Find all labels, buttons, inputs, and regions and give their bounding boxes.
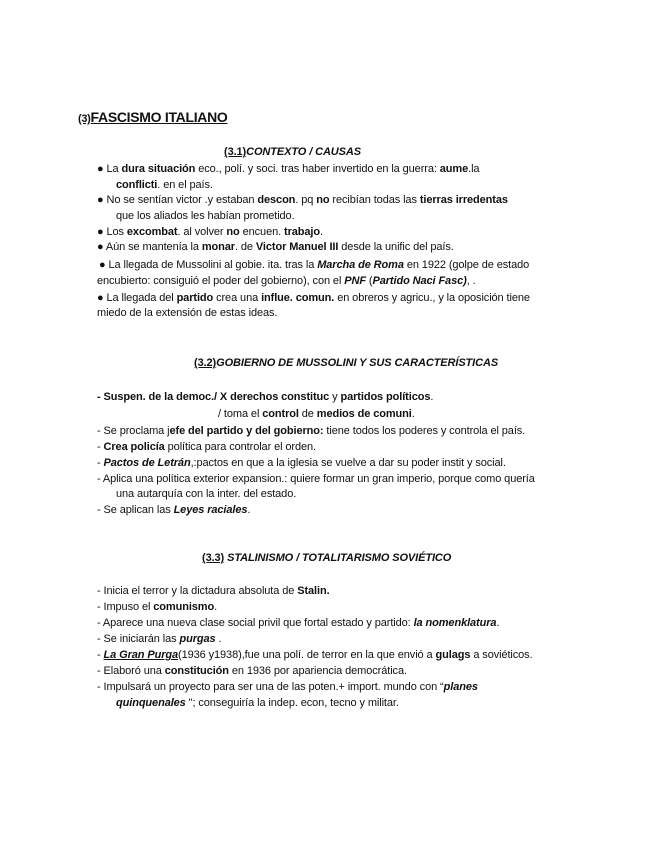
dash-line — [97, 584, 330, 598]
bullet-line — [99, 258, 529, 272]
bullet-line — [97, 291, 530, 305]
text-run: - — [97, 441, 104, 453]
main-title — [78, 110, 228, 126]
dash-line — [97, 440, 316, 454]
text-run: de — [298, 408, 317, 420]
text-run: ( — [365, 275, 373, 287]
text-run: tierras irredentas — [419, 194, 508, 206]
dash-line-cont: una autarquía con la inter. del estado. — [116, 488, 297, 500]
title-text: FASCISMO ITALIANO — [90, 109, 228, 125]
title-number: (3) — [78, 113, 91, 125]
text-run: purgas — [179, 633, 216, 645]
dash-line — [97, 680, 478, 694]
text-run: gulags — [435, 649, 471, 661]
text-run: efe del partido y del gobierno: — [169, 425, 324, 437]
text-run: . — [247, 504, 251, 516]
dash-line — [97, 503, 250, 517]
text-run: a soviéticos. — [470, 649, 533, 661]
text-run: . — [214, 601, 218, 613]
section-title: STALINISMO / TOTALITARISMO SOVIÉTICO — [227, 552, 452, 564]
text-run: descon — [257, 194, 296, 206]
text-run: . al volver — [177, 226, 227, 238]
text-run: "; conseguiría la indep. econ, tecno y militar. — [185, 697, 399, 709]
dash-line — [97, 616, 499, 630]
bullet-line — [97, 225, 323, 239]
text-run: PNF — [344, 275, 366, 287]
text-run: - — [97, 457, 104, 469]
text-run: excombat — [126, 226, 178, 238]
text-run: ● La llegada de Mussolini al gobie. ita. tras la — [99, 259, 318, 271]
text-run: , . — [466, 275, 476, 287]
text-run: - Suspen. de la democ./ X derechos constituc — [97, 391, 330, 403]
bullet-line — [97, 193, 508, 207]
text-run: Leyes raciales — [173, 504, 248, 516]
text-run: aume — [439, 163, 469, 175]
text-run: comunismo — [153, 601, 215, 613]
text-run: en 1936 por apariencia democrática. — [228, 665, 407, 677]
bullet-line-cont: que los aliados les habían prometido. — [116, 210, 295, 222]
text-run: - Se iniciarán las — [97, 633, 180, 645]
dash-line-cont — [218, 407, 415, 421]
text-run: - Elaboró una — [97, 665, 165, 677]
text-run: y — [329, 391, 341, 403]
text-run: no — [226, 226, 240, 238]
text-run: conflicti — [116, 179, 158, 191]
text-run: (1936 y1938),fue una polí. de terror en la que envió a — [178, 649, 436, 661]
text-run: - Se aplican las — [97, 504, 174, 516]
dash-line — [97, 600, 217, 614]
text-run: . — [411, 408, 415, 420]
text-run: trabajo — [284, 226, 320, 238]
text-run: Marcha de Roma — [317, 259, 404, 271]
text-run: - — [97, 649, 104, 661]
text-run: / toma el — [218, 408, 263, 420]
text-run: en 1922 (golpe de estado — [403, 259, 530, 271]
text-run: - Impuso el — [97, 601, 154, 613]
section-heading-3-3 — [202, 551, 451, 565]
text-run: partido — [176, 292, 214, 304]
text-run: - Impulsará un proyecto para ser una de las poten.+ import. mundo con “ — [97, 681, 444, 693]
text-run: Victor Manuel III — [255, 241, 339, 253]
dash-line — [97, 424, 525, 438]
text-run: encuen. — [239, 226, 285, 238]
text-run: . — [215, 633, 222, 645]
text-run: ● Los — [97, 226, 127, 238]
text-run: . en el país. — [157, 179, 213, 191]
dash-line-cont — [116, 696, 399, 710]
text-run: planes — [443, 681, 478, 693]
bullet-line-cont — [97, 274, 476, 288]
text-run: Pactos de Letrán — [103, 457, 191, 469]
section-number: (3.2) — [194, 357, 217, 369]
text-run: . pq — [295, 194, 317, 206]
text-run: partidos políticos — [340, 391, 431, 403]
text-run: en obreros y agricu., y la oposición tiene — [334, 292, 530, 304]
text-run: . — [430, 391, 434, 403]
text-run: tiene todos los poderes y controla el país. — [323, 425, 526, 437]
text-run: Partido Naci Fasc) — [372, 275, 467, 287]
text-run: . — [496, 617, 500, 629]
text-run: monar — [201, 241, 235, 253]
text-run: ● Aún se mantenía la — [97, 241, 202, 253]
text-run: Stalin. — [297, 585, 330, 597]
text-run: . — [320, 226, 323, 238]
text-run: eco., polí. y soci. tras haber invertido en la guerra: — [195, 163, 440, 175]
text-run: crea una — [213, 292, 262, 304]
text-run: ● La — [97, 163, 122, 175]
text-run: control — [262, 408, 299, 420]
section-number: (3.3) — [202, 552, 225, 564]
text-run: - Aparece una nueva clase social privil que fortal estado y partido: — [97, 617, 414, 629]
bullet-line — [97, 162, 479, 176]
dash-line — [97, 664, 407, 678]
text-run: medios de comuni — [316, 408, 412, 420]
bullet-line-cont — [116, 178, 213, 192]
text-run: dura situación — [121, 163, 196, 175]
dash-line — [97, 390, 433, 404]
text-run: .la — [468, 163, 480, 175]
text-run: política para controlar el orden. — [164, 441, 317, 453]
text-run: - Se proclama j — [97, 425, 170, 437]
text-run: - Inicia el terror y la dictadura absoluta de — [97, 585, 298, 597]
section-title: CONTEXTO / CAUSAS — [246, 146, 361, 158]
text-run: constitución — [164, 665, 229, 677]
text-run: . de — [234, 241, 256, 253]
dash-line: - Aplica una política exterior expansion.: quiere formar un gran imperio, porque como quería — [97, 473, 535, 485]
bullet-line — [97, 240, 454, 254]
section-number: (3.1) — [224, 146, 247, 158]
text-run: encubierto: consiguió el poder del gobierno), con el — [97, 275, 345, 287]
text-run: La Gran Purga — [103, 649, 179, 661]
text-run: recibían todas las — [329, 194, 420, 206]
bullet-line-cont: miedo de la extensión de estas ideas. — [97, 307, 278, 319]
dash-line — [97, 648, 533, 662]
text-run: ,:pactos en que a la iglesia se vuelve a dar su poder instit y social. — [190, 457, 506, 469]
section-heading-3-2 — [194, 356, 498, 370]
text-run: ● No se sentían victor .y estaban — [97, 194, 258, 206]
text-run: quinquenales — [116, 697, 186, 709]
dash-line — [97, 632, 221, 646]
text-run: desde la unific del país. — [338, 241, 454, 253]
text-run: no — [316, 194, 330, 206]
text-run: ● La llegada del — [97, 292, 177, 304]
section-heading-3-1 — [224, 145, 361, 159]
section-title: GOBIERNO DE MUSSOLINI Y SUS CARACTERÍSTICAS — [216, 357, 499, 369]
text-run: la nomenklatura — [413, 617, 497, 629]
text-run: influe. comun. — [261, 292, 335, 304]
text-run: Crea policía — [103, 441, 165, 453]
dash-line — [97, 456, 506, 470]
